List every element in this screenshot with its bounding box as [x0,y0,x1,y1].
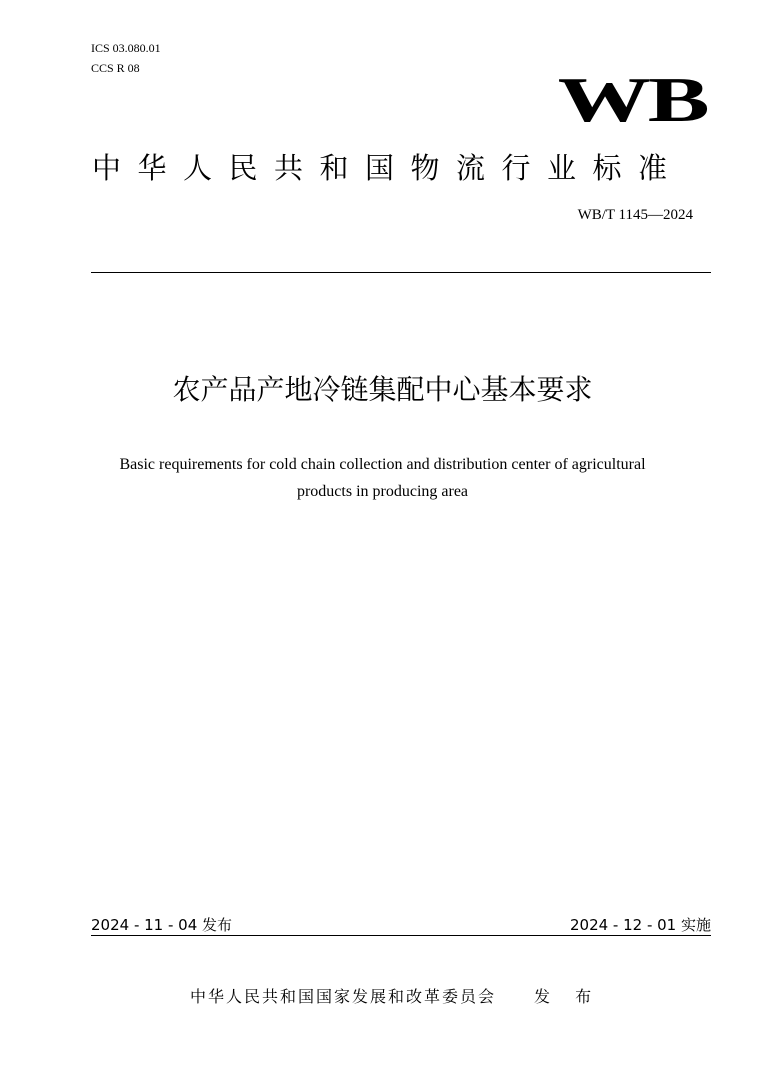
english-title-line-1: Basic requirements for cold chain collection and distribution center of agricultural [119,456,646,473]
document-title-english [0,451,765,505]
issuer [190,984,601,1007]
standard-number: WB/T 1145—2024 [577,207,693,223]
implementation-date: 2024 - 12 - 01 实施 [569,916,711,934]
english-title-line-2: products in producing area [296,483,469,500]
ccs-code: CCS R 08 [91,61,140,75]
issue-date: 2024 - 11 - 04 发布 [91,916,233,934]
issuer-action: 发 布 [534,987,602,1006]
top-divider [91,272,711,273]
ics-code: ICS 03.080.01 [91,41,161,55]
wb-logo: WB [558,64,707,135]
document-title-chinese: 农产品产地冷链集配中心基本要求 [172,373,593,406]
standard-category-title: 中华人民共和国物流行业标准 [92,151,684,185]
issuer-name: 中华人民共和国国家发展和改革委员会 [190,987,497,1006]
classification-codes [91,38,161,78]
bottom-divider [91,935,711,936]
